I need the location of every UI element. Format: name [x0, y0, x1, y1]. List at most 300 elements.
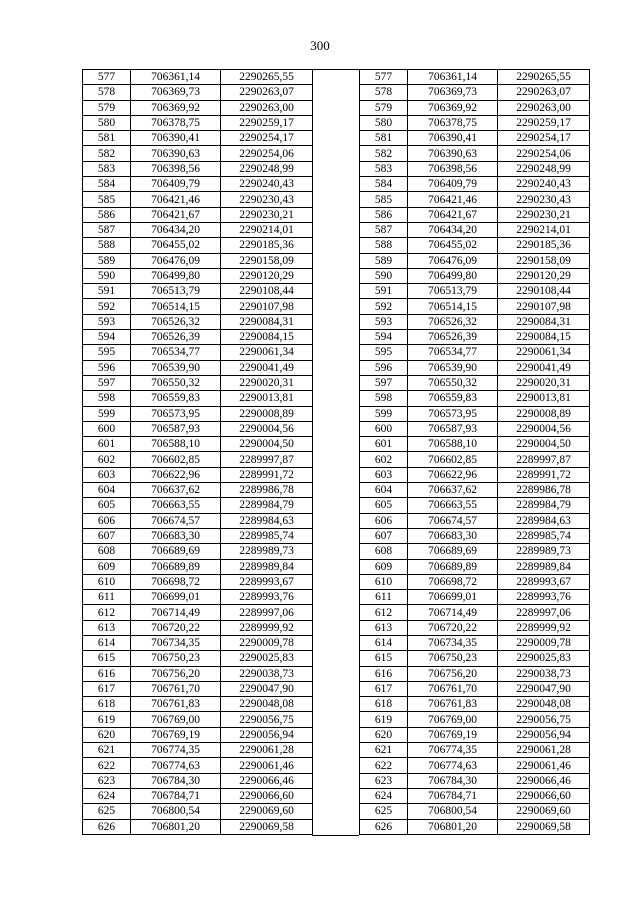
x-coordinate-cell: 706513,79 — [408, 284, 498, 299]
point-number-cell: 600 — [83, 421, 131, 436]
point-number-cell: 603 — [360, 467, 408, 482]
point-number-cell: 578 — [360, 85, 408, 100]
table-row-right — [360, 222, 590, 237]
table-row-right — [360, 330, 590, 345]
y-coordinate-cell: 2289986,78 — [221, 483, 313, 498]
table-row-left — [83, 528, 313, 543]
table-row-left — [83, 559, 313, 574]
point-number-cell: 601 — [83, 437, 131, 452]
x-coordinate-cell: 706573,95 — [131, 406, 221, 421]
table-row-left — [83, 146, 313, 161]
table-row-right — [360, 727, 590, 742]
table-body-left — [83, 70, 313, 835]
y-coordinate-cell: 2290048,08 — [221, 697, 313, 712]
table-row-left — [83, 268, 313, 283]
y-coordinate-cell: 2290009,78 — [221, 635, 313, 650]
point-number-cell: 599 — [83, 406, 131, 421]
x-coordinate-cell: 706534,77 — [408, 345, 498, 360]
y-coordinate-cell: 2289997,06 — [498, 605, 590, 620]
y-coordinate-cell: 2290214,01 — [221, 222, 313, 237]
y-coordinate-cell: 2290061,46 — [498, 758, 590, 773]
point-number-cell: 625 — [360, 804, 408, 819]
table-row-right — [360, 207, 590, 222]
x-coordinate-cell: 706761,83 — [408, 697, 498, 712]
point-number-cell: 604 — [360, 483, 408, 498]
table-row-left — [83, 697, 313, 712]
page-number: 300 — [310, 38, 330, 53]
y-coordinate-cell: 2290008,89 — [498, 406, 590, 421]
x-coordinate-cell: 706698,72 — [408, 574, 498, 589]
point-number-cell: 610 — [83, 574, 131, 589]
x-coordinate-cell: 706683,30 — [408, 528, 498, 543]
point-number-cell: 589 — [83, 253, 131, 268]
x-coordinate-cell: 706499,80 — [131, 268, 221, 283]
x-coordinate-cell: 706720,22 — [408, 620, 498, 635]
point-number-cell: 583 — [360, 161, 408, 176]
x-coordinate-cell: 706750,23 — [408, 651, 498, 666]
point-number-cell: 610 — [360, 574, 408, 589]
table-row-left — [83, 345, 313, 360]
point-number-cell: 579 — [83, 100, 131, 115]
x-coordinate-cell: 706698,72 — [131, 574, 221, 589]
table-row-left — [83, 360, 313, 375]
y-coordinate-cell: 2290254,17 — [498, 131, 590, 146]
y-coordinate-cell: 2290009,78 — [498, 635, 590, 650]
x-coordinate-cell: 706514,15 — [408, 299, 498, 314]
point-number-cell: 617 — [360, 681, 408, 696]
y-coordinate-cell: 2289985,74 — [221, 528, 313, 543]
x-coordinate-cell: 706559,83 — [131, 391, 221, 406]
point-number-cell: 604 — [83, 483, 131, 498]
y-coordinate-cell: 2290084,15 — [498, 330, 590, 345]
point-number-cell: 626 — [83, 819, 131, 834]
y-coordinate-cell: 2290061,34 — [498, 345, 590, 360]
y-coordinate-cell: 2289999,92 — [221, 620, 313, 635]
x-coordinate-cell: 706637,62 — [408, 483, 498, 498]
x-coordinate-cell: 706734,35 — [408, 635, 498, 650]
table-row-right — [360, 314, 590, 329]
table-row-right — [360, 253, 590, 268]
point-number-cell: 601 — [360, 437, 408, 452]
x-coordinate-cell: 706622,96 — [408, 467, 498, 482]
point-number-cell: 585 — [83, 192, 131, 207]
table-row-right — [360, 559, 590, 574]
point-number-cell: 582 — [83, 146, 131, 161]
x-coordinate-cell: 706663,55 — [408, 498, 498, 513]
y-coordinate-cell: 2290025,83 — [221, 651, 313, 666]
table-row-right — [360, 391, 590, 406]
table-row-left — [83, 635, 313, 650]
point-number-cell: 587 — [360, 222, 408, 237]
point-number-cell: 607 — [83, 528, 131, 543]
x-coordinate-cell: 706784,30 — [131, 773, 221, 788]
point-number-cell: 592 — [360, 299, 408, 314]
table-row-right — [360, 284, 590, 299]
y-coordinate-cell: 2290158,09 — [498, 253, 590, 268]
x-coordinate-cell: 706699,01 — [131, 590, 221, 605]
y-coordinate-cell: 2290061,46 — [221, 758, 313, 773]
table-row-right — [360, 681, 590, 696]
x-coordinate-cell: 706390,41 — [131, 131, 221, 146]
y-coordinate-cell: 2290041,49 — [498, 360, 590, 375]
point-number-cell: 605 — [360, 498, 408, 513]
point-number-cell: 623 — [360, 773, 408, 788]
x-coordinate-cell: 706390,41 — [408, 131, 498, 146]
y-coordinate-cell: 2290108,44 — [221, 284, 313, 299]
point-number-cell: 616 — [83, 666, 131, 681]
y-coordinate-cell: 2290013,81 — [498, 391, 590, 406]
y-coordinate-cell: 2290108,44 — [498, 284, 590, 299]
y-coordinate-cell: 2290056,75 — [221, 712, 313, 727]
x-coordinate-cell: 706378,75 — [408, 115, 498, 130]
table-row-left — [83, 467, 313, 482]
point-number-cell: 599 — [360, 406, 408, 421]
table-row-right — [360, 177, 590, 192]
table-row-left — [83, 192, 313, 207]
point-number-cell: 626 — [360, 819, 408, 834]
y-coordinate-cell: 2289984,79 — [221, 498, 313, 513]
x-coordinate-cell: 706476,09 — [131, 253, 221, 268]
table-row-left — [83, 651, 313, 666]
y-coordinate-cell: 2290120,29 — [221, 268, 313, 283]
x-coordinate-cell: 706689,69 — [408, 544, 498, 559]
x-coordinate-cell: 706421,67 — [408, 207, 498, 222]
x-coordinate-cell: 706361,14 — [131, 70, 221, 85]
x-coordinate-cell: 706714,49 — [408, 605, 498, 620]
y-coordinate-cell: 2290263,07 — [221, 85, 313, 100]
x-coordinate-cell: 706455,02 — [408, 238, 498, 253]
y-coordinate-cell: 2290061,34 — [221, 345, 313, 360]
y-coordinate-cell: 2290004,56 — [498, 421, 590, 436]
x-coordinate-cell: 706513,79 — [131, 284, 221, 299]
x-coordinate-cell: 706434,20 — [131, 222, 221, 237]
x-coordinate-cell: 706526,39 — [131, 330, 221, 345]
x-coordinate-cell: 706526,32 — [408, 314, 498, 329]
point-number-cell: 577 — [83, 70, 131, 85]
y-coordinate-cell: 2290025,83 — [498, 651, 590, 666]
y-coordinate-cell: 2289989,73 — [498, 544, 590, 559]
table-row-right — [360, 452, 590, 467]
x-coordinate-cell: 706756,20 — [131, 666, 221, 681]
point-number-cell: 580 — [360, 115, 408, 130]
x-coordinate-cell: 706369,92 — [131, 100, 221, 115]
point-number-cell: 588 — [360, 238, 408, 253]
point-number-cell: 614 — [83, 635, 131, 650]
table-row-left — [83, 391, 313, 406]
point-number-cell: 595 — [360, 345, 408, 360]
table-row-right — [360, 406, 590, 421]
table-row-left — [83, 437, 313, 452]
table-row-right — [360, 544, 590, 559]
y-coordinate-cell: 2290069,60 — [498, 804, 590, 819]
table-row-left — [83, 85, 313, 100]
point-number-cell: 621 — [83, 743, 131, 758]
table-row-right — [360, 635, 590, 650]
table-row-right — [360, 788, 590, 803]
table-row-right — [360, 100, 590, 115]
y-coordinate-cell: 2290248,99 — [498, 161, 590, 176]
y-coordinate-cell: 2290066,46 — [221, 773, 313, 788]
y-coordinate-cell: 2290041,49 — [221, 360, 313, 375]
table-row-right — [360, 146, 590, 161]
point-number-cell: 586 — [83, 207, 131, 222]
point-number-cell: 611 — [360, 590, 408, 605]
table-row-left — [83, 590, 313, 605]
y-coordinate-cell: 2290047,90 — [498, 681, 590, 696]
table-row-left — [83, 100, 313, 115]
x-coordinate-cell: 706421,67 — [131, 207, 221, 222]
y-coordinate-cell: 2290013,81 — [221, 391, 313, 406]
y-coordinate-cell: 2289993,76 — [221, 590, 313, 605]
table-row-left — [83, 299, 313, 314]
table-row-right — [360, 238, 590, 253]
x-coordinate-cell: 706434,20 — [408, 222, 498, 237]
y-coordinate-cell: 2290084,31 — [498, 314, 590, 329]
y-coordinate-cell: 2290061,28 — [221, 743, 313, 758]
y-coordinate-cell: 2290259,17 — [221, 115, 313, 130]
y-coordinate-cell: 2290230,21 — [498, 207, 590, 222]
point-number-cell: 581 — [360, 131, 408, 146]
x-coordinate-cell: 706720,22 — [131, 620, 221, 635]
y-coordinate-cell: 2289997,87 — [498, 452, 590, 467]
x-coordinate-cell: 706588,10 — [131, 437, 221, 452]
point-number-cell: 602 — [83, 452, 131, 467]
point-number-cell: 606 — [360, 513, 408, 528]
y-coordinate-cell: 2290004,50 — [221, 437, 313, 452]
y-coordinate-cell: 2289999,92 — [498, 620, 590, 635]
table-row-left — [83, 406, 313, 421]
table-row-right — [360, 758, 590, 773]
point-number-cell: 597 — [83, 375, 131, 390]
point-number-cell: 594 — [83, 330, 131, 345]
x-coordinate-cell: 706455,02 — [131, 238, 221, 253]
y-coordinate-cell: 2290020,31 — [498, 375, 590, 390]
point-number-cell: 624 — [83, 788, 131, 803]
x-coordinate-cell: 706378,75 — [131, 115, 221, 130]
y-coordinate-cell: 2290254,06 — [221, 146, 313, 161]
x-coordinate-cell: 706573,95 — [408, 406, 498, 421]
table-row-right — [360, 590, 590, 605]
y-coordinate-cell: 2290056,75 — [498, 712, 590, 727]
point-number-cell: 577 — [360, 70, 408, 85]
point-number-cell: 589 — [360, 253, 408, 268]
point-number-cell: 623 — [83, 773, 131, 788]
y-coordinate-cell: 2290066,60 — [221, 788, 313, 803]
y-coordinate-cell: 2289985,74 — [498, 528, 590, 543]
y-coordinate-cell: 2290069,58 — [221, 819, 313, 834]
x-coordinate-cell: 706756,20 — [408, 666, 498, 681]
x-coordinate-cell: 706409,79 — [131, 177, 221, 192]
x-coordinate-cell: 706587,93 — [131, 421, 221, 436]
table-row-left — [83, 743, 313, 758]
table-row-left — [83, 253, 313, 268]
x-coordinate-cell: 706539,90 — [131, 360, 221, 375]
table-row-left — [83, 483, 313, 498]
table-row-left — [83, 513, 313, 528]
table-row-left — [83, 620, 313, 635]
table-row-right — [360, 131, 590, 146]
table-row-right — [360, 773, 590, 788]
x-coordinate-cell: 706774,35 — [131, 743, 221, 758]
point-number-cell: 618 — [83, 697, 131, 712]
point-number-cell: 621 — [360, 743, 408, 758]
point-number-cell: 581 — [83, 131, 131, 146]
x-coordinate-cell: 706587,93 — [408, 421, 498, 436]
table-row-left — [83, 544, 313, 559]
y-coordinate-cell: 2290254,17 — [221, 131, 313, 146]
x-coordinate-cell: 706734,35 — [131, 635, 221, 650]
table-row-left — [83, 819, 313, 834]
table-row-left — [83, 131, 313, 146]
y-coordinate-cell: 2290230,43 — [221, 192, 313, 207]
y-coordinate-cell: 2290214,01 — [498, 222, 590, 237]
y-coordinate-cell: 2289989,84 — [498, 559, 590, 574]
point-number-cell: 598 — [360, 391, 408, 406]
y-coordinate-cell: 2290038,73 — [498, 666, 590, 681]
y-coordinate-cell: 2290263,07 — [498, 85, 590, 100]
y-coordinate-cell: 2289989,84 — [221, 559, 313, 574]
table-row-right — [360, 804, 590, 819]
point-number-cell: 584 — [83, 177, 131, 192]
point-number-cell: 606 — [83, 513, 131, 528]
y-coordinate-cell: 2290061,28 — [498, 743, 590, 758]
x-coordinate-cell: 706539,90 — [408, 360, 498, 375]
y-coordinate-cell: 2290263,00 — [498, 100, 590, 115]
y-coordinate-cell: 2290120,29 — [498, 268, 590, 283]
point-number-cell: 612 — [360, 605, 408, 620]
point-number-cell: 615 — [83, 651, 131, 666]
x-coordinate-cell: 706398,56 — [408, 161, 498, 176]
x-coordinate-cell: 706774,35 — [408, 743, 498, 758]
point-number-cell: 579 — [360, 100, 408, 115]
table-row-left — [83, 161, 313, 176]
point-number-cell: 585 — [360, 192, 408, 207]
y-coordinate-cell: 2289997,87 — [221, 452, 313, 467]
coordinate-table-right — [359, 69, 590, 835]
point-number-cell: 625 — [83, 804, 131, 819]
table-row-left — [83, 773, 313, 788]
y-coordinate-cell: 2290066,46 — [498, 773, 590, 788]
x-coordinate-cell: 706714,49 — [131, 605, 221, 620]
point-number-cell: 600 — [360, 421, 408, 436]
y-coordinate-cell: 2289984,79 — [498, 498, 590, 513]
x-coordinate-cell: 706769,00 — [131, 712, 221, 727]
x-coordinate-cell: 706361,14 — [408, 70, 498, 85]
y-coordinate-cell: 2290185,36 — [221, 238, 313, 253]
table-row-right — [360, 70, 590, 85]
point-number-cell: 591 — [360, 284, 408, 299]
table-row-left — [83, 804, 313, 819]
y-coordinate-cell: 2290265,55 — [221, 70, 313, 85]
point-number-cell: 590 — [360, 268, 408, 283]
table-body-right — [360, 70, 590, 835]
y-coordinate-cell: 2289993,67 — [498, 574, 590, 589]
y-coordinate-cell: 2289989,73 — [221, 544, 313, 559]
x-coordinate-cell: 706689,69 — [131, 544, 221, 559]
table-row-right — [360, 437, 590, 452]
table-row-right — [360, 712, 590, 727]
table-row-left — [83, 788, 313, 803]
y-coordinate-cell: 2289984,63 — [498, 513, 590, 528]
y-coordinate-cell: 2290107,98 — [221, 299, 313, 314]
table-row-right — [360, 467, 590, 482]
y-coordinate-cell: 2290230,43 — [498, 192, 590, 207]
x-coordinate-cell: 706674,57 — [408, 513, 498, 528]
x-coordinate-cell: 706550,32 — [408, 375, 498, 390]
point-number-cell: 583 — [83, 161, 131, 176]
x-coordinate-cell: 706409,79 — [408, 177, 498, 192]
x-coordinate-cell: 706622,96 — [131, 467, 221, 482]
x-coordinate-cell: 706689,89 — [408, 559, 498, 574]
point-number-cell: 616 — [360, 666, 408, 681]
y-coordinate-cell: 2289997,06 — [221, 605, 313, 620]
table-row-left — [83, 758, 313, 773]
y-coordinate-cell: 2289991,72 — [498, 467, 590, 482]
x-coordinate-cell: 706637,62 — [131, 483, 221, 498]
x-coordinate-cell: 706750,23 — [131, 651, 221, 666]
table-row-right — [360, 85, 590, 100]
table-row-right — [360, 375, 590, 390]
x-coordinate-cell: 706689,89 — [131, 559, 221, 574]
table-row-left — [83, 70, 313, 85]
table-row-left — [83, 115, 313, 130]
x-coordinate-cell: 706761,70 — [408, 681, 498, 696]
point-number-cell: 617 — [83, 681, 131, 696]
x-coordinate-cell: 706398,56 — [131, 161, 221, 176]
point-number-cell: 592 — [83, 299, 131, 314]
y-coordinate-cell: 2290265,55 — [498, 70, 590, 85]
x-coordinate-cell: 706588,10 — [408, 437, 498, 452]
x-coordinate-cell: 706769,19 — [408, 727, 498, 742]
table-row-left — [83, 712, 313, 727]
x-coordinate-cell: 706602,85 — [131, 452, 221, 467]
table-row-left — [83, 330, 313, 345]
table-row-left — [83, 666, 313, 681]
point-number-cell: 582 — [360, 146, 408, 161]
point-number-cell: 611 — [83, 590, 131, 605]
x-coordinate-cell: 706421,46 — [131, 192, 221, 207]
y-coordinate-cell: 2289991,72 — [221, 467, 313, 482]
point-number-cell: 618 — [360, 697, 408, 712]
x-coordinate-cell: 706784,71 — [408, 788, 498, 803]
point-number-cell: 578 — [83, 85, 131, 100]
y-coordinate-cell: 2290069,60 — [221, 804, 313, 819]
x-coordinate-cell: 706761,83 — [131, 697, 221, 712]
table-row-left — [83, 375, 313, 390]
y-coordinate-cell: 2290056,94 — [221, 727, 313, 742]
y-coordinate-cell: 2289986,78 — [498, 483, 590, 498]
y-coordinate-cell: 2290048,08 — [498, 697, 590, 712]
y-coordinate-cell: 2290240,43 — [498, 177, 590, 192]
table-row-right — [360, 360, 590, 375]
y-coordinate-cell: 2290254,06 — [498, 146, 590, 161]
point-number-cell: 609 — [83, 559, 131, 574]
y-coordinate-cell: 2290230,21 — [221, 207, 313, 222]
y-coordinate-cell: 2289984,63 — [221, 513, 313, 528]
table-row-left — [83, 314, 313, 329]
y-coordinate-cell: 2290107,98 — [498, 299, 590, 314]
point-number-cell: 608 — [360, 544, 408, 559]
table-gap — [312, 69, 359, 836]
point-number-cell: 619 — [360, 712, 408, 727]
point-number-cell: 615 — [360, 651, 408, 666]
y-coordinate-cell: 2290004,56 — [221, 421, 313, 436]
point-number-cell: 597 — [360, 375, 408, 390]
x-coordinate-cell: 706784,71 — [131, 788, 221, 803]
point-number-cell: 587 — [83, 222, 131, 237]
x-coordinate-cell: 706801,20 — [408, 819, 498, 834]
x-coordinate-cell: 706774,63 — [131, 758, 221, 773]
